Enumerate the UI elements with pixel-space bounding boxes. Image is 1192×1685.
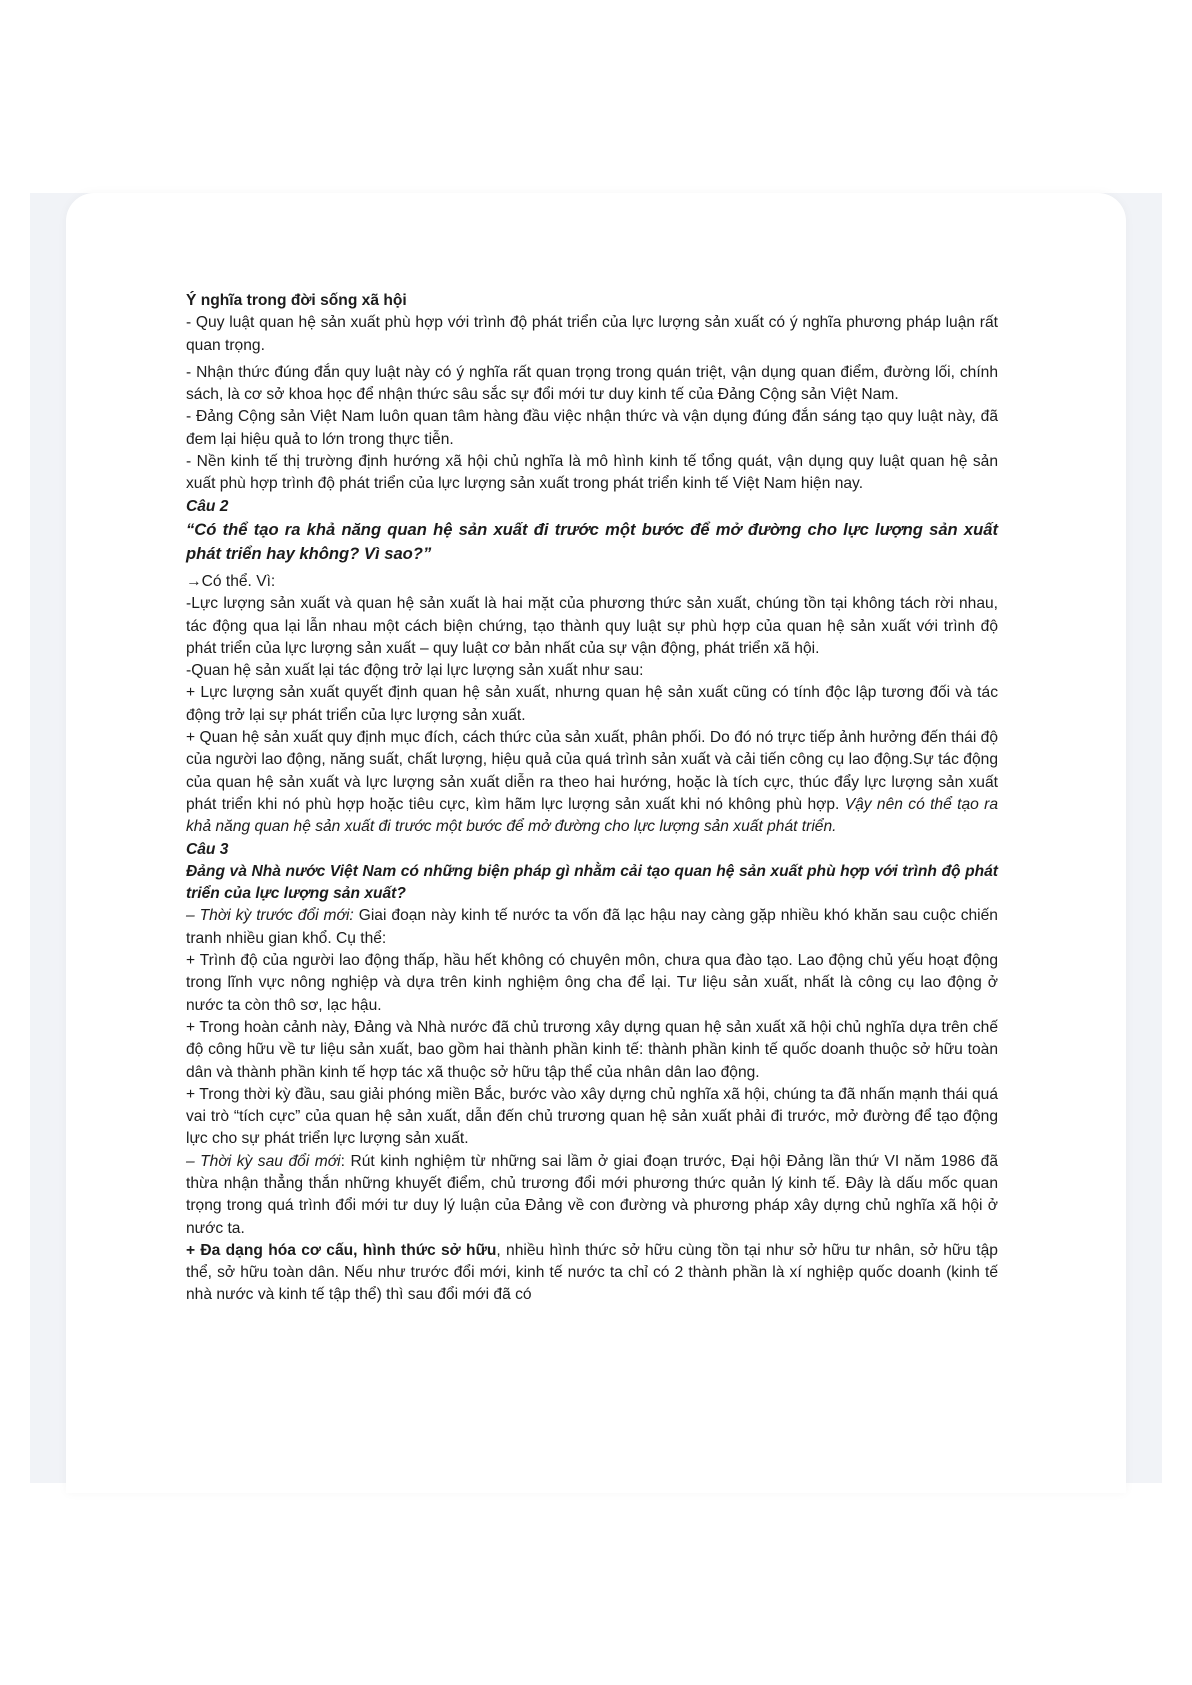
paragraph: - Quy luật quan hệ sản xuất phù hợp với trình độ phát triển của lực lượng sản xuất có ý nghĩa phương pháp luận rất quan trọng. <box>186 314 998 354</box>
conclusion-text: Vậy nên có thể tạo ra khả năng quan hệ sản xuất đi trước một bước để mở đường cho lực lượng sản xuất phát triển. <box>186 795 999 836</box>
paragraph <box>186 1240 998 1307</box>
paragraph: -Lực lượng sản xuất và quan hệ sản xuất là hai mặt của phương thức sản xuất, chúng tồn tại không tách rời nhau, tác động qua lại lẫn nhau một cách biện chứng, tạo thành quy luật sự phù hợp của quan hệ sản xuất với trình độ phát triển của lực lượng sản xuất – quy luật cơ bản nhất của sự vận động, phát triển xã hội. <box>186 595 998 657</box>
period-label: – Thời kỳ sau đổi mới <box>186 1152 341 1170</box>
paragraph: + Trong thời kỳ đầu, sau giải phóng miền Bắc, bước vào xây dựng chủ nghĩa xã hội, chúng ta đã nhấn mạnh thái quá vai trò “tích cực” của quan hệ sản xuất, dẫn đến chủ trương quan hệ sản xuất phải đi trước, mở đường để tạo động lực cho sự phát triển lực lượng sản xuất. <box>186 1085 998 1148</box>
paragraph: →Có thể. Vì: <box>186 572 276 590</box>
paragraph: + Lực lượng sản xuất quyết định quan hệ sản xuất, nhưng quan hệ sản xuất cũng có tính độc lập tương đối và tác động trở lại sự phát triển của lực lượng sản xuất. <box>186 684 998 724</box>
question-text: Đảng và Nhà nước Việt Nam có những biện pháp gì nhằm cải tạo quan hệ sản xuất phù hợp với trình độ phát triển của lực lượng sản xuất? <box>186 862 998 903</box>
section-heading: Ý nghĩa trong đời sống xã hội <box>186 292 407 309</box>
paragraph <box>186 905 998 950</box>
question-label: Câu 2 <box>186 497 229 515</box>
document-body <box>186 290 998 1307</box>
paragraph <box>186 1151 998 1240</box>
paragraph-text: , nhiều hình thức sở hữu cùng tồn tại như sở hữu tư nhân, sở hữu tập thể, sở hữu toàn dân. Nếu như trước đổi mới, kinh tế nước ta chỉ có 2 thành phần là xí nghiệp quốc doanh (kinh tế nhà nước và kinh tế tập thể) thì sau đổi mới đã có <box>186 1241 998 1304</box>
question-label: Câu 3 <box>186 840 229 858</box>
period-label: – Thời kỳ trước đổi mới: <box>186 907 354 925</box>
paragraph-text: Giai đoạn này kinh tế nước ta vốn đã lạc hậu nay càng gặp nhiều khó khăn sau cuộc chiến tranh nhiều gian khổ. Cụ thể: <box>186 907 998 947</box>
paragraph: - Nền kinh tế thị trường định hướng xã hội chủ nghĩa là mô hình kinh tế tổng quát, vận dụng quy luật quan hệ sản xuất phù hợp trình độ phát triển của lực lượng sản xuất trong phát triển kinh tế Việt Nam hiện nay. <box>186 453 998 493</box>
bold-phrase: + Đa dạng hóa cơ cấu, hình thức sở hữu <box>186 1241 497 1259</box>
paragraph: + Trình độ của người lao động thấp, hầu hết không có chuyên môn, chưa qua đào tạo. Lao động chủ yếu hoạt động trong lĩnh vực nông nghiệp và dựa trên kinh nghiệm ông cha để lại. Tư liệu sản xuất, nhất là công cụ lao động ở nước ta còn thô sơ, lạc hậu. <box>186 952 998 1014</box>
paragraph: + Trong hoàn cảnh này, Đảng và Nhà nước đã chủ trương xây dựng quan hệ sản xuất xã hội chủ nghĩa dựa trên chế độ công hữu về tư liệu sản xuất, bao gồm hai thành phần kinh tế: thành phần kinh tế quốc doanh thuộc sở hữu toàn dân và thành phần kinh tế hợp tác xã thuộc sở hữu tập thể của nhân dân lao động. <box>186 1018 998 1081</box>
paragraph: - Đảng Cộng sản Việt Nam luôn quan tâm hàng đầu việc nhận thức và vận dụng đúng đắn sáng tạo quy luật này, đã đem lại hiệu quả to lớn trong thực tiễn. <box>186 408 998 448</box>
paragraph: - Nhận thức đúng đắn quy luật này có ý nghĩa rất quan trọng trong quán triệt, vận dụng quan điểm, đường lối, chính sách, là cơ sở khoa học để nhận thức sâu sắc sự đổi mới tư duy kinh tế của Đảng Cộng sản Việt Nam. <box>186 363 998 404</box>
paragraph-text: : Rút kinh nghiệm từ những sai lầm ở giai đoạn trước, Đại hội Đảng lần thứ VI năm 1986 đã thừa nhận thẳng thắn những khuyết điểm, chủ trương đổi mới phương thức quản lý kinh tế. Đây là dấu mốc quan trọng trong quá trình đổi mới tư duy lý luận của Đảng về con đường và phương pháp xây dựng chủ nghĩa xã hội ở nước ta. <box>186 1152 998 1237</box>
paragraph-text: + Quan hệ sản xuất quy định mục đích, cách thức của sản xuất, phân phối. Do đó nó trực tiếp ảnh hưởng đến thái độ của người lao động, năng suất, chất lượng, hiệu quả của quá trình sản xuất và cải tiến công cụ lao động.Sự tác động của quan hệ sản xuất và lực lượng sản xuất diễn ra theo hai hướng, hoặc là tích cực, thúc đẩy lực lượng sản xuất phát triển khi nó phù hợp hoặc tiêu cực, kìm hãm lực lượng sản xuất khi nó không phù hợp. <box>186 729 998 813</box>
paragraph <box>186 727 998 838</box>
paragraph: -Quan hệ sản xuất lại tác động trở lại lực lượng sản xuất như sau: <box>186 662 644 680</box>
question-text: “Có thể tạo ra khả năng quan hệ sản xuất đi trước một bước để mở đường cho lực lượng sản xuất phát triển hay không? Vì sao?” <box>186 519 998 563</box>
